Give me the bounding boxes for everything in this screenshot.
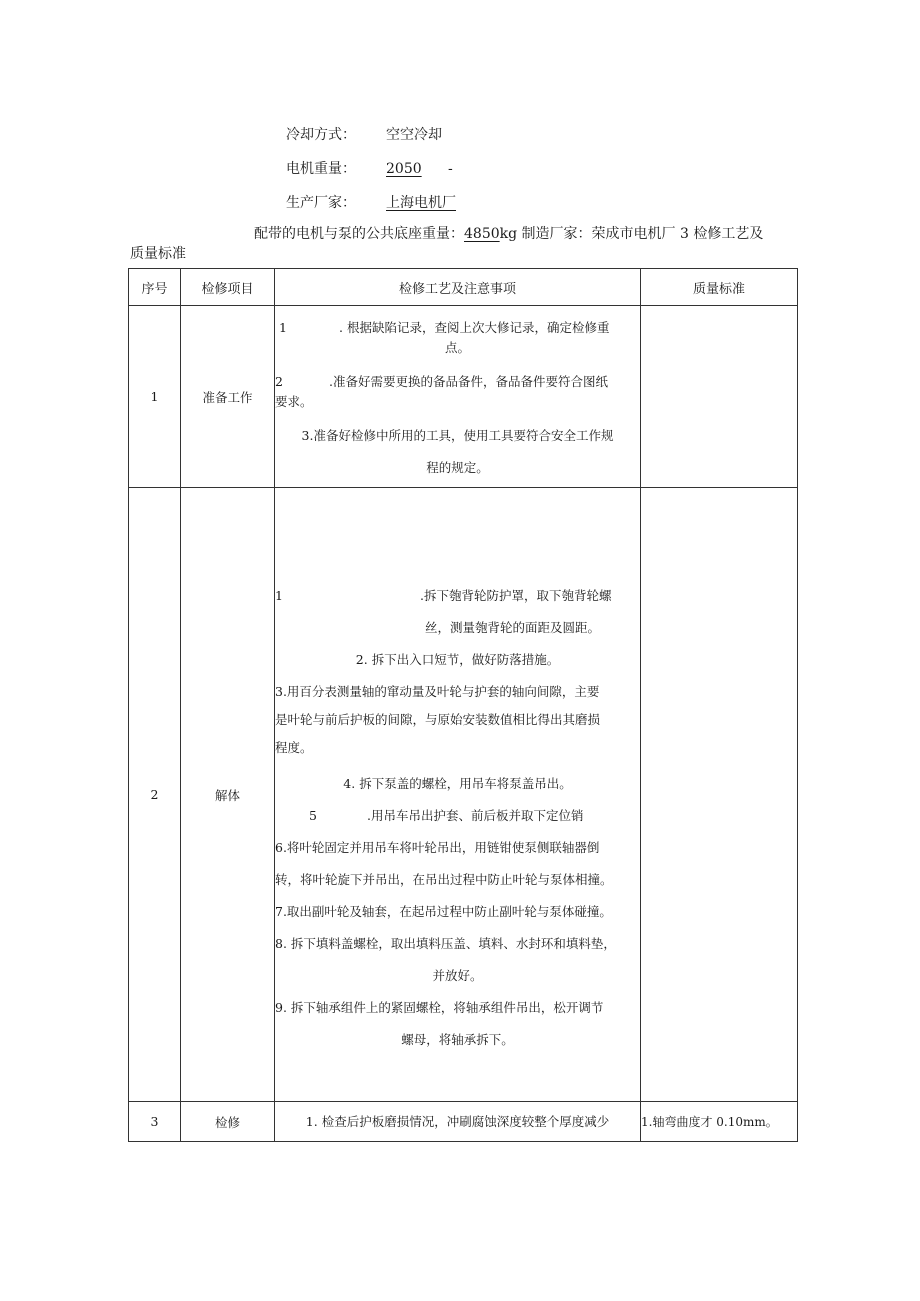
step-line: 4. 拆下泵盖的螺栓，用吊车将泵盖吊出。 — [343, 775, 572, 791]
spec-value: 空空冷却 — [386, 127, 442, 143]
row-item: 检修 — [181, 1102, 275, 1142]
table-header-row — [129, 269, 798, 306]
step-line: 5 .用吊车吊出护套、前后板并取下定位销 — [309, 807, 584, 823]
table-row — [129, 306, 798, 488]
step-line: 1 .拆下匏背轮防护罩，取下匏背轮螺 — [275, 587, 612, 603]
row-process — [275, 1102, 641, 1142]
intro-paragraph — [130, 224, 800, 264]
step-line: 转，将叶轮旋下并吊出，在吊出过程中防止叶轮与泵体相撞。 — [275, 871, 613, 887]
table-row — [129, 488, 798, 1102]
step-line: 3.准备好检修中所用的工具，使用工具要符合安全工作规 — [301, 427, 614, 443]
maintenance-table — [128, 268, 798, 1142]
row-item: 解体 — [181, 488, 275, 1102]
row-number: 1 — [129, 306, 181, 488]
row-process — [275, 488, 641, 1102]
step-line: 是叶轮与前后护板的间隙，与原始安装数值相比得出其磨损 — [275, 711, 601, 727]
intro-after: kg 制造厂家：荣成市电机厂 3 检修工艺及 — [499, 226, 764, 242]
step-line: 2. 拆下出入口短节，做好防落措施。 — [355, 651, 560, 667]
header-item: 检修项目 — [181, 269, 275, 306]
step-line: 丝，测量匏背轮的面距及圆距。 — [425, 619, 601, 635]
step-line: 螺母，将轴承拆下。 — [401, 1031, 514, 1047]
intro-line2: 质量标准 — [130, 246, 186, 262]
spec-label: 电机重量： — [286, 161, 356, 177]
spec-suffix: - — [448, 161, 453, 177]
step-line: 要求。 — [275, 393, 313, 409]
row-quality — [641, 306, 798, 488]
header-quality: 质量标准 — [641, 269, 798, 306]
spec-label: 生产厂家： — [286, 195, 356, 211]
step-line: 1 . 根据缺陷记录，查阅上次大修记录，确定检修重 — [279, 319, 610, 335]
row-quality — [641, 488, 798, 1102]
row-process — [275, 306, 641, 488]
row-quality: 1.轴弯曲度才 0.10mm。 — [641, 1102, 798, 1142]
step-line: 9. 拆下轴承组件上的紧固螺栓，将轴承组件吊出，松开调节 — [275, 999, 604, 1015]
step-line: 点。 — [444, 339, 470, 355]
step-line: 8. 拆下填料盖螺栓，取出填料压盖、填料、水封环和填料垫， — [275, 935, 616, 951]
step-line: 7.取出副叶轮及轴套，在起吊过程中防止副叶轮与泵体碰撞。 — [275, 903, 612, 919]
row-item: 准备工作 — [181, 306, 275, 488]
step-line: 2 .准备好需要更换的备品备件，备品备件要符合图纸 — [275, 373, 608, 389]
spec-label: 冷却方式： — [286, 127, 356, 143]
row-number: 3 — [129, 1102, 181, 1142]
row-number: 2 — [129, 488, 181, 1102]
step-line: 程的规定。 — [426, 459, 489, 475]
header-process: 检修工艺及注意事项 — [275, 269, 641, 306]
table-row — [129, 1102, 798, 1142]
step-line: 3.用百分表测量轴的窜动量及叶轮与护套的轴向间隙，主要 — [275, 683, 600, 699]
intro-before: 配带的电机与泵的公共底座重量： — [254, 226, 464, 242]
intro-weight: 4850 — [464, 226, 500, 242]
header-no: 序号 — [129, 269, 181, 306]
step-line: 程度。 — [275, 739, 313, 755]
step-line: 6.将叶轮固定并用吊车将叶轮吊出，用链钳使泵侧联轴器倒 — [275, 839, 600, 855]
spec-value: 2050 — [386, 161, 422, 177]
spec-value: 上海电机厂 — [386, 195, 456, 211]
step-line: 1. 检查后护板磨损情况，冲刷腐蚀深度较整个厚度减少 — [305, 1113, 610, 1129]
step-line: 并放好。 — [432, 967, 483, 983]
